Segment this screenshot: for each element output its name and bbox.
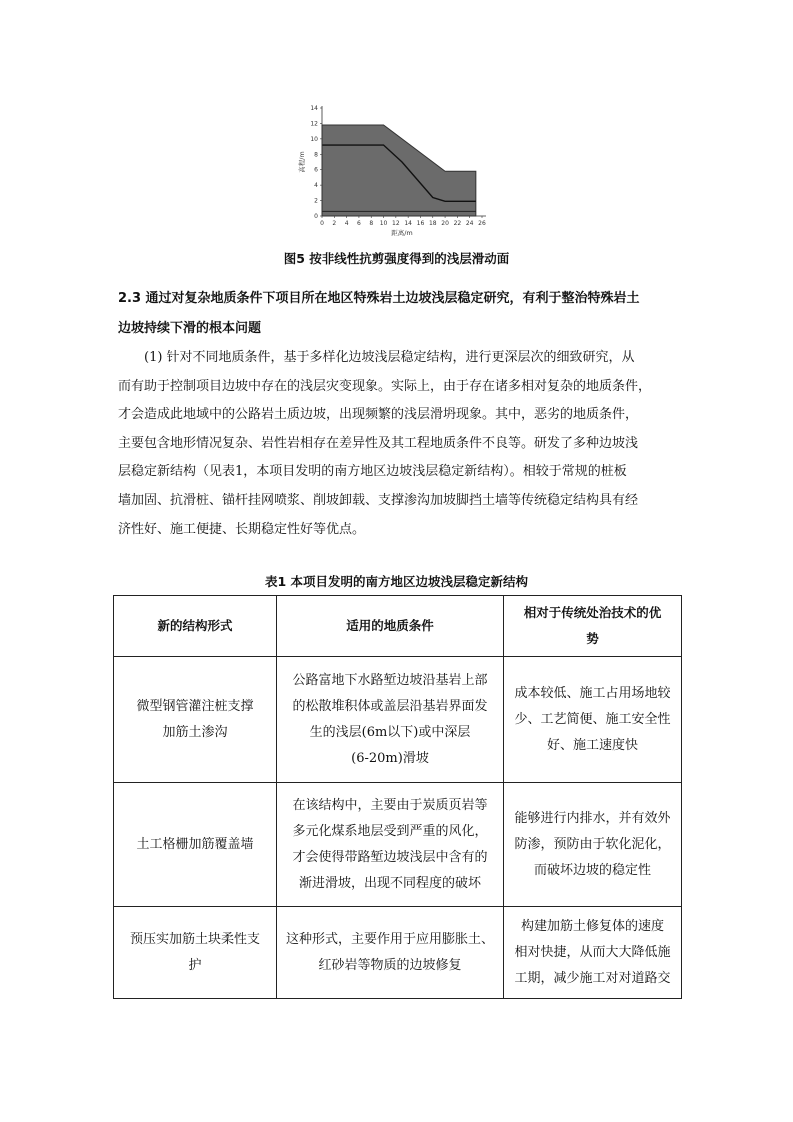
cell-line: 公路富地下水路堑边坡沿基岩上部 — [292, 672, 488, 688]
cell-line: 防渗，预防由于软化泥化， — [514, 836, 671, 852]
header-advantage — [504, 596, 682, 657]
cell-line: 这种形式，主要作用于应用膨胀土、 — [285, 931, 494, 947]
paragraph-line: (1) 针对不同地质条件，基于多样化边坡浅层稳定结构，进行更深层次的细致研究，从 — [144, 350, 635, 365]
cell-structure — [114, 657, 277, 783]
y-tick-label: 8 — [314, 151, 318, 159]
heading-line-1: 2.3 通过对复杂地质条件下项目所在地区特殊岩土边坡浅层稳定研究，有利于整治特殊岩土 — [118, 291, 640, 306]
heading-line-2: 边坡持续下滑的根本问题 — [118, 321, 262, 336]
slope-figure — [296, 100, 496, 238]
cell-condition — [277, 907, 504, 999]
cell-line: 护 — [188, 957, 202, 973]
x-tick-label: 18 — [428, 220, 437, 227]
y-tick-label: 14 — [310, 105, 318, 112]
slope-chart — [296, 100, 496, 238]
table-caption: 表1 本项目发明的南方地区边坡浅层稳定新结构 — [264, 574, 529, 589]
x-axis-label: 距离/m — [391, 229, 413, 237]
cell-line: 加筋土渗沟 — [162, 724, 228, 740]
structure-table — [113, 595, 682, 999]
cell-line: 多元化煤系地层受到严重的风化， — [292, 823, 488, 839]
cell-line: 工期，减少施工对对道路交 — [514, 970, 671, 986]
cell-line: 红砂岩等物质的边坡修复 — [318, 957, 462, 973]
section-heading — [118, 284, 682, 344]
table-header-row — [114, 596, 682, 657]
y-tick-label: 6 — [314, 166, 318, 174]
cell-line: 才会使得带路堑边坡浅层中含有的 — [292, 849, 488, 865]
y-axis-label: 高程/m — [298, 151, 306, 173]
ground-surface-area — [322, 125, 476, 216]
table-row — [114, 657, 682, 783]
cell-line: 预压实加筋土块柔性支 — [129, 931, 260, 947]
paragraph-line: 墙加固、抗滑桩、锚杆挂网喷浆、削坡卸载、支撑渗沟加坡脚挡土墙等传统稳定结构具有经 — [118, 492, 639, 508]
cell-advantage — [504, 657, 682, 783]
header-advantage-line: 势 — [586, 631, 599, 646]
y-tick-label: 4 — [314, 182, 318, 190]
paragraph-line: 层稳定新结构（见表1，本项目发明的南方地区边坡浅层稳定新结构）。相较于常规的桩板 — [118, 464, 627, 480]
paragraph-line: 济性好、施工便捷、长期稳定性好等优点。 — [118, 521, 366, 537]
paragraph-line: 才会造成此地域中的公路岩土质边坡，出现频繁的浅层滑坍现象。其中，恶劣的地质条件， — [118, 407, 639, 423]
x-tick-label: 8 — [369, 220, 374, 227]
cell-line: (6-20m)滑坡 — [351, 750, 429, 766]
x-tick-label: 12 — [392, 220, 400, 227]
y-tick-label: 12 — [310, 120, 318, 128]
cell-line: 成本较低、施工占用场地较 — [514, 685, 671, 701]
cell-structure — [114, 783, 277, 907]
cell-line: 相对快捷，从而大大降低施 — [514, 944, 671, 960]
x-tick-label: 6 — [357, 220, 361, 227]
cell-condition — [277, 657, 504, 783]
cell-line: 渐进滑坡，出现不同程度的破坏 — [298, 875, 481, 891]
cell-advantage — [504, 783, 682, 907]
table-row — [114, 907, 682, 999]
paragraph-line: 而有助于控制项目边坡中存在的浅层灾变现象。实际上，由于存在诸多相对复杂的地质条件， — [118, 378, 652, 394]
figure-caption: 图5 按非线性抗剪强度得到的浅层滑动面 — [283, 251, 510, 266]
cell-line: 能够进行内排水，并有效外 — [514, 810, 671, 826]
cell-line: 土工格栅加筋覆盖墙 — [136, 836, 254, 852]
y-tick-label: 0 — [314, 213, 318, 220]
x-tick-label: 2 — [332, 220, 337, 227]
x-tick-label: 16 — [416, 220, 425, 227]
cell-line: 而破坏边坡的稳定性 — [533, 862, 651, 878]
cell-line: 生的浅层(6m以下)或中深层 — [309, 724, 471, 740]
paragraph-line: 主要包含地形情况复杂、岩性岩相存在差异性及其工程地质条件不良等。研发了多种边坡浅 — [118, 435, 639, 451]
x-tick-label: 0 — [320, 220, 324, 227]
cell-advantage — [504, 907, 682, 999]
header-structure: 新的结构形式 — [114, 596, 277, 657]
header-advantage-line: 相对于传统处治技术的优 — [523, 605, 662, 620]
cell-line: 在该结构中，主要由于炭质页岩等 — [292, 797, 488, 813]
y-tick-label: 2 — [314, 197, 318, 205]
cell-line: 微型钢管灌注桩支撑 — [136, 698, 254, 714]
x-tick-label: 10 — [379, 220, 388, 227]
x-tick-label: 22 — [453, 220, 462, 227]
cell-line: 的松散堆积体或盖层沿基岩界面发 — [292, 698, 488, 714]
x-tick-label: 14 — [404, 220, 412, 227]
cell-line: 少、工艺简便、施工安全性 — [514, 711, 671, 727]
x-tick-label: 26 — [478, 220, 486, 227]
x-tick-label: 24 — [465, 220, 474, 227]
x-tick-label: 4 — [344, 220, 349, 227]
cell-line: 构建加筋土修复体的速度 — [520, 918, 664, 934]
y-tick-label: 10 — [310, 135, 318, 143]
header-condition: 适用的地质条件 — [277, 596, 504, 657]
body-paragraph — [118, 344, 678, 544]
cell-structure — [114, 907, 277, 999]
cell-line: 好、施工速度快 — [546, 737, 638, 753]
cell-condition — [277, 783, 504, 907]
table-row — [114, 783, 682, 907]
x-tick-label: 20 — [441, 220, 449, 227]
